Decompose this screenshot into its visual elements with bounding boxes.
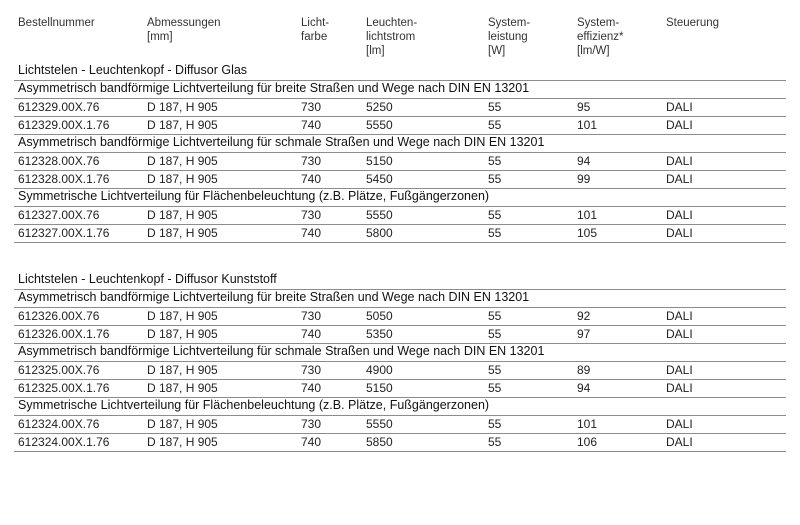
cell-abmessungen: D 187, H 905 — [147, 100, 218, 114]
cell-lichtfarbe: 730 — [301, 154, 322, 168]
column-header-systemeffizienz: System- effizienz* [lm/W] — [577, 17, 624, 57]
section-title: Asymmetrisch bandförmige Lichtverteilung für schmale Straßen und Wege nach DIN EN 13201 — [18, 135, 545, 149]
cell-steuerung: DALI — [666, 363, 693, 377]
cell-lichtstrom: 5350 — [366, 327, 393, 341]
cell-systemeffizienz: 94 — [577, 154, 591, 168]
cell-systemleistung: 55 — [488, 100, 502, 114]
cell-lichtstrom: 5550 — [366, 417, 393, 431]
group-title: Lichtstelen - Leuchtenkopf - Diffusor Glas — [18, 63, 248, 77]
section-title: Asymmetrisch bandförmige Lichtverteilung für schmale Straßen und Wege nach DIN EN 13201 — [18, 344, 545, 358]
cell-steuerung: DALI — [666, 226, 693, 240]
cell-bestellnummer: 612328.00X.76 — [18, 154, 100, 168]
table-row — [0, 117, 800, 134]
cell-lichtfarbe: 730 — [301, 417, 322, 431]
section-title: Asymmetrisch bandförmige Lichtverteilung für breite Straßen und Wege nach DIN EN 13201 — [18, 81, 530, 95]
column-header-abmessungen: Abmessungen [mm] — [147, 17, 221, 43]
section-title: Symmetrische Lichtverteilung für Flächenbeleuchtung (z.B. Plätze, Fußgängerzonen) — [18, 398, 490, 412]
cell-steuerung: DALI — [666, 100, 693, 114]
cell-steuerung: DALI — [666, 154, 693, 168]
cell-lichtstrom: 5150 — [366, 381, 393, 395]
column-header-bestellnummer: Bestellnummer — [18, 17, 95, 29]
cell-systemleistung: 55 — [488, 172, 502, 186]
cell-bestellnummer: 612325.00X.76 — [18, 363, 100, 377]
cell-bestellnummer: 612329.00X.1.76 — [18, 118, 110, 132]
cell-lichtstrom: 5550 — [366, 118, 393, 132]
cell-abmessungen: D 187, H 905 — [147, 172, 218, 186]
cell-systemeffizienz: 92 — [577, 309, 591, 323]
cell-steuerung: DALI — [666, 417, 693, 431]
table-row — [0, 326, 800, 343]
cell-bestellnummer: 612328.00X.1.76 — [18, 172, 110, 186]
cell-systemeffizienz: 101 — [577, 208, 598, 222]
cell-lichtstrom: 5250 — [366, 100, 393, 114]
table-row — [0, 153, 800, 170]
cell-systemleistung: 55 — [488, 118, 502, 132]
cell-lichtstrom: 5150 — [366, 154, 393, 168]
cell-steuerung: DALI — [666, 381, 693, 395]
cell-steuerung: DALI — [666, 309, 693, 323]
table-header — [0, 16, 800, 60]
cell-systemleistung: 55 — [488, 363, 502, 377]
table-row — [0, 99, 800, 116]
row-rule — [14, 242, 786, 243]
cell-systemleistung: 55 — [488, 381, 502, 395]
column-header-lichtfarbe: Licht- farbe — [301, 17, 330, 43]
cell-systemeffizienz: 89 — [577, 363, 591, 377]
section-title: Asymmetrisch bandförmige Lichtverteilung für breite Straßen und Wege nach DIN EN 13201 — [18, 290, 530, 304]
cell-lichtstrom: 4900 — [366, 363, 393, 377]
cell-bestellnummer: 612327.00X.1.76 — [18, 226, 110, 240]
cell-lichtfarbe: 740 — [301, 118, 322, 132]
cell-abmessungen: D 187, H 905 — [147, 417, 218, 431]
table-row — [0, 434, 800, 451]
cell-systemleistung: 55 — [488, 208, 502, 222]
cell-steuerung: DALI — [666, 172, 693, 186]
cell-systemeffizienz: 99 — [577, 172, 591, 186]
cell-systemleistung: 55 — [488, 309, 502, 323]
cell-lichtfarbe: 730 — [301, 309, 322, 323]
cell-abmessungen: D 187, H 905 — [147, 327, 218, 341]
cell-abmessungen: D 187, H 905 — [147, 435, 218, 449]
cell-systemeffizienz: 106 — [577, 435, 598, 449]
column-header-steuerung: Steuerung — [666, 17, 720, 29]
cell-bestellnummer: 612326.00X.76 — [18, 309, 100, 323]
row-rule — [14, 451, 786, 452]
cell-abmessungen: D 187, H 905 — [147, 309, 218, 323]
cell-abmessungen: D 187, H 905 — [147, 154, 218, 168]
cell-abmessungen: D 187, H 905 — [147, 381, 218, 395]
table-row — [0, 225, 800, 242]
cell-lichtstrom: 5050 — [366, 309, 393, 323]
cell-lichtfarbe: 740 — [301, 226, 322, 240]
cell-systemleistung: 55 — [488, 417, 502, 431]
cell-systemeffizienz: 97 — [577, 327, 591, 341]
column-header-lichtstrom: Leuchten- lichtstrom [lm] — [366, 17, 418, 57]
column-header-systemleistung: System- leistung [W] — [488, 17, 531, 57]
cell-lichtstrom: 5800 — [366, 226, 393, 240]
cell-systemeffizienz: 95 — [577, 100, 591, 114]
cell-lichtfarbe: 730 — [301, 208, 322, 222]
cell-abmessungen: D 187, H 905 — [147, 226, 218, 240]
cell-lichtfarbe: 730 — [301, 363, 322, 377]
cell-lichtstrom: 5850 — [366, 435, 393, 449]
cell-abmessungen: D 187, H 905 — [147, 363, 218, 377]
cell-bestellnummer: 612326.00X.1.76 — [18, 327, 110, 341]
table-row — [0, 362, 800, 379]
group-title: Lichtstelen - Leuchtenkopf - Diffusor Kunststoff — [18, 272, 277, 286]
cell-steuerung: DALI — [666, 118, 693, 132]
cell-lichtfarbe: 730 — [301, 100, 322, 114]
table-row — [0, 207, 800, 224]
cell-lichtfarbe: 740 — [301, 172, 322, 186]
cell-bestellnummer: 612327.00X.76 — [18, 208, 100, 222]
cell-lichtstrom: 5450 — [366, 172, 393, 186]
cell-steuerung: DALI — [666, 435, 693, 449]
cell-systemeffizienz: 101 — [577, 417, 598, 431]
cell-systemeffizienz: 101 — [577, 118, 598, 132]
cell-systemleistung: 55 — [488, 226, 502, 240]
cell-bestellnummer: 612325.00X.1.76 — [18, 381, 110, 395]
cell-steuerung: DALI — [666, 327, 693, 341]
table-row — [0, 171, 800, 188]
cell-lichtfarbe: 740 — [301, 381, 322, 395]
cell-bestellnummer: 612329.00X.76 — [18, 100, 100, 114]
cell-systemleistung: 55 — [488, 435, 502, 449]
cell-bestellnummer: 612324.00X.76 — [18, 417, 100, 431]
cell-systemeffizienz: 105 — [577, 226, 598, 240]
table-row — [0, 308, 800, 325]
cell-systemleistung: 55 — [488, 154, 502, 168]
cell-abmessungen: D 187, H 905 — [147, 208, 218, 222]
cell-lichtfarbe: 740 — [301, 435, 322, 449]
section-title: Symmetrische Lichtverteilung für Flächenbeleuchtung (z.B. Plätze, Fußgängerzonen) — [18, 189, 490, 203]
cell-steuerung: DALI — [666, 208, 693, 222]
cell-lichtfarbe: 740 — [301, 327, 322, 341]
cell-bestellnummer: 612324.00X.1.76 — [18, 435, 110, 449]
cell-lichtstrom: 5550 — [366, 208, 393, 222]
cell-systemleistung: 55 — [488, 327, 502, 341]
table-row — [0, 380, 800, 397]
table-row — [0, 416, 800, 433]
cell-abmessungen: D 187, H 905 — [147, 118, 218, 132]
cell-systemeffizienz: 94 — [577, 381, 591, 395]
